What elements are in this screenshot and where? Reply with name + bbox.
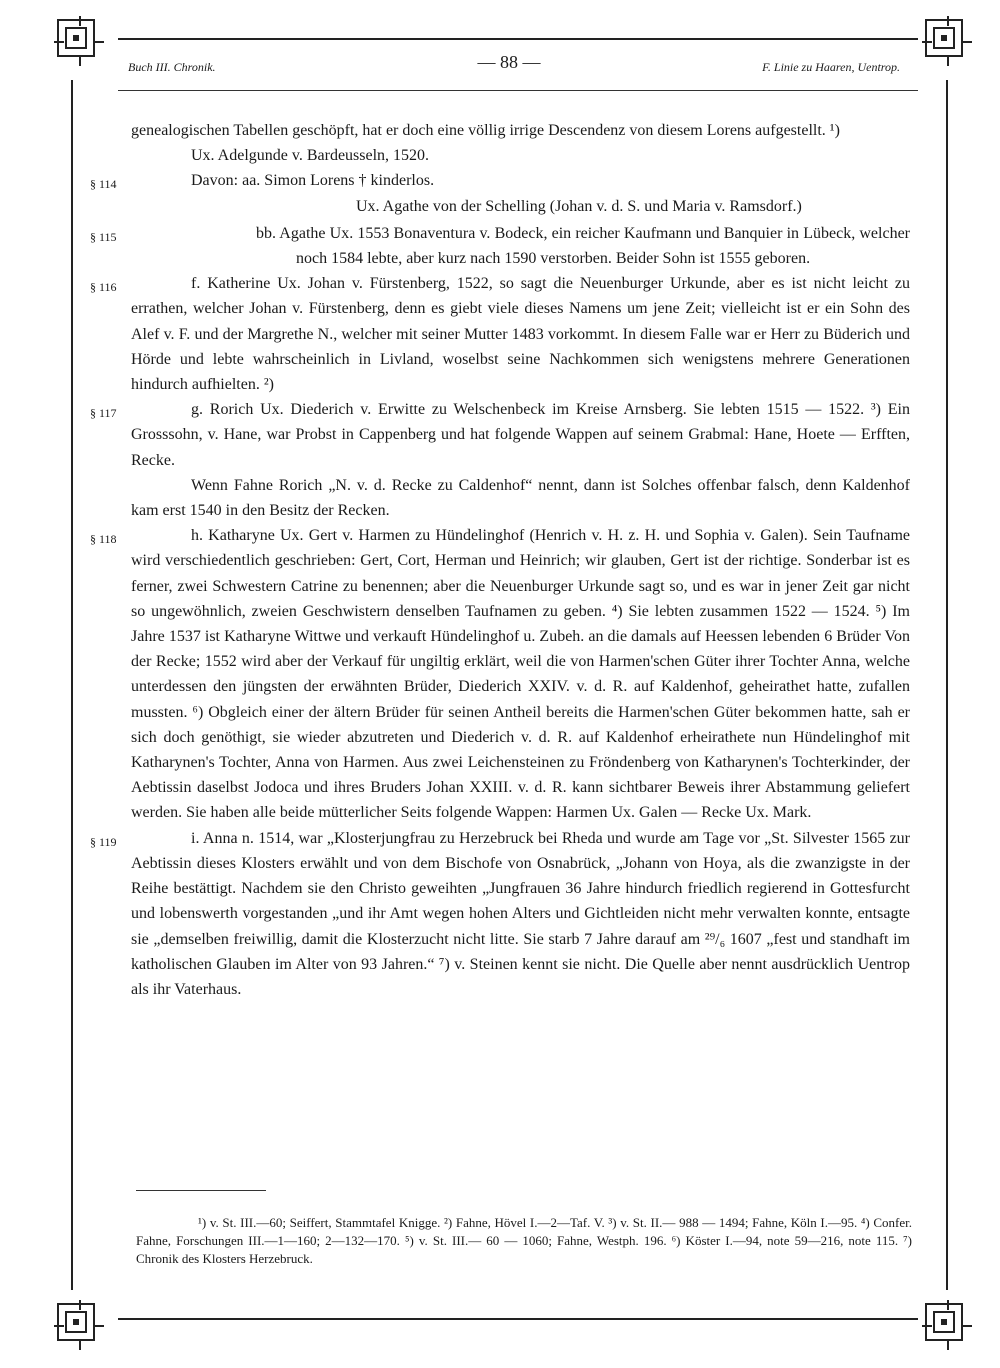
frame-top-rule <box>118 38 918 40</box>
footnote-text: ¹) v. St. III.—60; Seiffert, Stammtafel Knigge. ²) Fahne, Hövel I.—2—Taf. V. ³) v. St. II.— 988 — 1494; Fahne, Köln I.—95. ⁴) Confer. Fahne, Forschungen III.—1—160; 2—132—170. ⁵) v. St. III.— 60 — 1060; Fahne, Westph. 196. ⁶) Köster I.—94, note 59—216, note 115. ⁷) Chronik des Klosters Herzebruck. <box>136 1215 912 1266</box>
section-114 <box>90 168 910 193</box>
section-117 <box>90 397 910 473</box>
footnote-rule <box>136 1190 266 1191</box>
section-number: § 114 <box>90 177 117 192</box>
ornament-icon <box>918 12 976 70</box>
header-rule <box>118 90 918 91</box>
section-number: § 117 <box>90 406 117 421</box>
section-118 <box>90 523 910 825</box>
section-116 <box>90 271 910 397</box>
frame-left-rule <box>71 80 73 1290</box>
header-book-title: Buch III. Chronik. <box>128 60 216 74</box>
paragraph: genealogischen Tabellen geschöpft, hat er doch eine völlig irrige Descendenz von diesem Lorens aufgestellt. ¹) <box>131 122 840 139</box>
paragraph: bb. Agathe Ux. 1553 Bonaventura v. Bodeck, ein reicher Kaufmann und Banquier in Lübeck, welcher noch 1584 lebte, aber kurz nach 1590 verstorben. Beider Sohn ist 1555 geboren. <box>256 224 910 268</box>
paragraph: f. Katherine Ux. Johan v. Fürstenberg, 1522, so sagt die Neuenburger Urkunde, aber es ist nicht leicht zu errathen, welcher Johan v. Fürstenberg, denn es giebt viele dieses Namens um jene Zeit; vielleicht ist er ein Sohn des Alef v. F. und der Margrethe N., welcher mit seiner Mutter 1483 vorkommt. In diesem Falle war er Herr zu Büderich und Hörde und lebte wahrscheinlich in Livland, woselbst seine Nachkommen sich wenigstens mehrere Generationen hindurch aufhielten. ²) <box>131 275 910 394</box>
paragraph: Davon: aa. Simon Lorens † kinderlos. <box>191 172 435 190</box>
frame-right-rule <box>946 80 948 1290</box>
ornament-corner-bottom-left <box>50 1296 108 1354</box>
paragraph: g. Rorich Ux. Diederich v. Erwitte zu Welschenbeck im Kreise Arnsberg. Sie lebten 1515 — 1522. ³) Ein Grosssohn, v. Hane, war Probst in Cappenberg und hat folgende Wappen auf seinem Grabmal: Hane, Hoete — Erfften, Recke. <box>131 401 910 469</box>
ornament-icon <box>918 1296 976 1354</box>
ornament-corner-top-right <box>918 12 976 70</box>
page-number: — 88 — <box>477 52 541 72</box>
ornament-corner-bottom-right <box>918 1296 976 1354</box>
header-chapter-title: F. Linie zu Haaren, Uentrop. <box>762 60 900 74</box>
section-number: § 119 <box>90 834 117 849</box>
running-header <box>118 52 900 80</box>
section-115 <box>90 221 910 271</box>
paragraph: Wenn Fahne Rorich „N. v. d. Recke zu Caldenhof“ nennt, dann ist Solches offenbar falsch, denn Kaldenhof kam erst 1540 in den Besitz der Recken. <box>131 476 910 520</box>
paragraph: Ux. Agathe von der Schelling (Johan v. d. S. und Maria v. Ramsdorf.) <box>356 197 802 215</box>
paragraph: i. Anna n. 1514, war „Klosterjungfrau zu Herzebruck bei Rheda und wurde am Tage vor „St. Silvester 1565 zur Aebtissin dieses Klosters erwählt und von dem Bischofe von Osnabrück, „Johann von Hoya, als die zwanzigste in der Reihe bestättigt. Nachdem sie den Christo geweihten „Jungfrauen 36 Jahre hindurch friedlich regierend in Gottesfurcht und lobenswerth vorgestanden „und ihr Amt wegen hohen Alters und Gichtleiden nicht mehr verwalten konnte, entsagte sie „demselben freiwillig, damit die Klosterzucht nicht litte. Sie starb 7 Jahre darauf am ²⁹/₆ 1607 „fest und standhaft im katholischen Glauben im Alter von 93 Jahren.“ ⁷) v. Steinen kennt sie nicht. Die Quelle aber nennt ausdrücklich Uentrop als ihr Vaterhaus. <box>131 829 910 998</box>
frame-bottom-rule <box>118 1318 918 1320</box>
paragraph: Ux. Adelgunde v. Bardeusseln, 1520. <box>191 147 430 165</box>
ornament-corner-top-left <box>50 12 108 70</box>
main-text <box>90 118 910 1002</box>
section-119 <box>90 826 910 1002</box>
ornament-icon <box>50 12 108 70</box>
footnotes <box>136 1214 912 1268</box>
paragraph: h. Katharyne Ux. Gert v. Harmen zu Hündelinghof (Henrich v. H. z. H. und Sophia v. Galen). Sein Taufname wird verschiedentlich geschrieben: Gert, Cort, Herman und Heinrich; wir glauben, Gert ist der richtige. Sonderbar ist es ferner, zwei Schwestern Catrine zu benennen; aber die Neuenburger Urkunde sagt so, und es war in jener Zeit gar nicht so ungewöhnlich, zweien Geschwistern denselben Taufnamen zu geben. ⁴) Sie lebten zusammen 1522 — 1524. ⁵) Im Jahre 1537 ist Katharyne Wittwe und verkauft Hündelinghof u. Zubeh. an die damals auf Heessen lebenden 6 Brüder Von der Recke; 1552 wird aber der Verkauf für ungiltig erklärt, weil die von Harmen'schen Güter ihrer Tochter Anna, welche unterdessen den jüngsten der erwähnten Brüder, Diederich XXIV. v. d. R. auf Kaldenhof, geheirathet hatte, zufallen mussten. ⁶) Obgleich einer der ältern Brüder für seinen Antheil bereits die Harmen'schen Güter bekommen hatte, sah er sich doch genöthigt, sie wieder abzutreten und Diederich v. d. R. auf Kaldenhof erheirathete nun Hündelinghof mit Katharynen's Tochter, Anna von Harmen. Aus zwei Leichensteinen zu Fröndenberg von Katharynen's Tochterkinder, der Aebtissin daselbst Jodoca und ihres Bruders Johan XXIII. v. d. R. kann sichtbarer Beweis ihrer Abstammung geliefert werden. Sie haben alle beide mütterlicher Seits folgende Wappen: Harmen Ux. Galen — Recke Ux. Mark. <box>131 527 910 822</box>
section-number: § 115 <box>90 229 117 244</box>
section-number: § 118 <box>90 532 117 547</box>
section-number: § 116 <box>90 280 117 295</box>
ornament-icon <box>50 1296 108 1354</box>
